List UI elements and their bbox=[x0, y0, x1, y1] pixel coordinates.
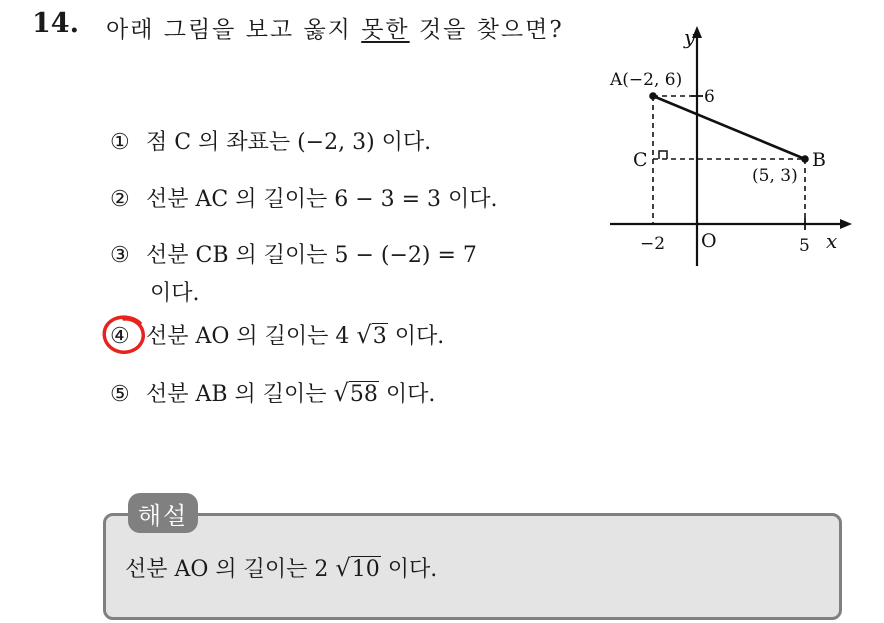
option-number: ④ bbox=[110, 324, 130, 349]
answer-circle-mark bbox=[100, 313, 148, 357]
option-1[interactable] bbox=[110, 124, 431, 162]
origin-label: O bbox=[701, 230, 717, 252]
radical-sign: √ bbox=[333, 379, 349, 407]
radical-sign: √ bbox=[356, 321, 372, 349]
point-b-label: B bbox=[812, 149, 826, 171]
option-text: 선분 CB 의 길이는 5 − (−2) = 7 bbox=[146, 243, 477, 268]
point-c-label: C bbox=[633, 149, 648, 171]
segment-ab bbox=[653, 96, 805, 159]
option-text-end: 이다. bbox=[387, 324, 445, 349]
question-text-before: 아래 그림을 보고 옳지 bbox=[106, 17, 362, 43]
point-b-coord-label: (5, 3) bbox=[752, 166, 798, 186]
option-text-continued: 이다. bbox=[150, 281, 200, 306]
x-tick-label-neg2: −2 bbox=[640, 234, 666, 254]
radical-sign: √ bbox=[335, 554, 351, 582]
question-text bbox=[106, 10, 596, 50]
x-tick-label-5: 5 bbox=[799, 236, 810, 256]
option-number: ③ bbox=[110, 243, 130, 268]
x-axis-arrow-icon bbox=[840, 219, 852, 229]
option-2[interactable] bbox=[110, 181, 498, 219]
radicand: 58 bbox=[349, 382, 378, 407]
point-b bbox=[801, 155, 809, 163]
question-text-after: 것을 찾으면? bbox=[409, 17, 564, 43]
option-text: 선분 AB 의 길이는 bbox=[146, 382, 334, 407]
option-4[interactable] bbox=[110, 316, 444, 356]
x-axis-label: x bbox=[826, 229, 838, 253]
answer-tag: 해설 bbox=[128, 493, 198, 533]
question-underlined-word: 못한 bbox=[361, 17, 410, 43]
y-axis-label: y bbox=[684, 25, 696, 49]
sqrt-expression bbox=[334, 374, 379, 414]
sqrt-expression bbox=[356, 316, 387, 356]
option-number: ② bbox=[110, 187, 130, 212]
radicand: 10 bbox=[351, 557, 380, 582]
option-3[interactable] bbox=[110, 237, 477, 313]
point-a-label: A(−2, 6) bbox=[610, 70, 683, 90]
option-text: 선분 AC 의 길이는 6 − 3 = 3 이다. bbox=[146, 187, 498, 212]
y-tick-label-6: 6 bbox=[704, 87, 715, 107]
option-text: 선분 AO 의 길이는 4 bbox=[146, 324, 357, 349]
option-text-end: 이다. bbox=[378, 382, 436, 407]
coordinate-figure bbox=[600, 20, 860, 280]
right-angle-marker bbox=[659, 151, 667, 159]
option-5[interactable] bbox=[110, 374, 435, 414]
option-number: ① bbox=[110, 130, 130, 155]
answer-text-end: 이다. bbox=[380, 557, 438, 582]
point-a bbox=[649, 92, 657, 100]
radicand: 3 bbox=[372, 324, 387, 349]
option-text: 점 C 의 좌표는 (−2, 3) 이다. bbox=[146, 130, 432, 155]
question-number: 14. bbox=[32, 8, 79, 39]
sqrt-expression bbox=[335, 554, 380, 582]
answer-text-start: 선분 AO 의 길이는 2 bbox=[125, 557, 336, 582]
option-number: ⑤ bbox=[110, 382, 130, 407]
answer-text bbox=[125, 552, 437, 583]
